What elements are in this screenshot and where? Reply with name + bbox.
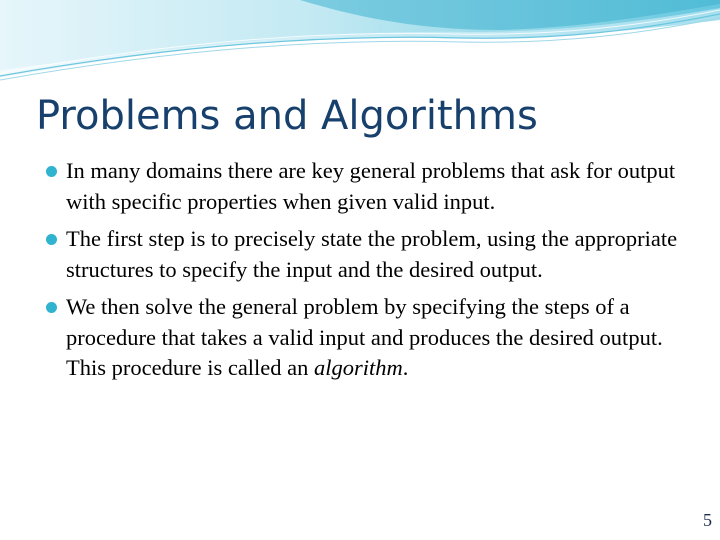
- bullet-item: [44, 224, 684, 285]
- slide-number: 5: [703, 510, 712, 530]
- decorative-wave-banner: [0, 0, 720, 90]
- emphasized-term: algorithm: [314, 355, 403, 380]
- bullet-list: [44, 156, 684, 391]
- bullet-item: [44, 156, 684, 217]
- slide-title: Problems and Algorithms: [36, 93, 538, 139]
- bullet-dot-icon: [46, 234, 57, 245]
- bullet-dot-icon: [46, 302, 57, 313]
- bullet-dot-icon: [46, 166, 57, 177]
- bullet-text: In many domains there are key general problems that ask for output with specific properties when given valid input.: [66, 158, 676, 214]
- bullet-text: The first step is to precisely state the problem, using the appropriate structures to specify the input and the desired output.: [66, 226, 678, 282]
- bullet-text: We then solve the general problem by specifying the steps of a procedure that takes a valid input and produces the desired output. This procedure is called an: [66, 294, 663, 380]
- bullet-text-end: .: [402, 355, 409, 380]
- bullet-item: [44, 292, 684, 384]
